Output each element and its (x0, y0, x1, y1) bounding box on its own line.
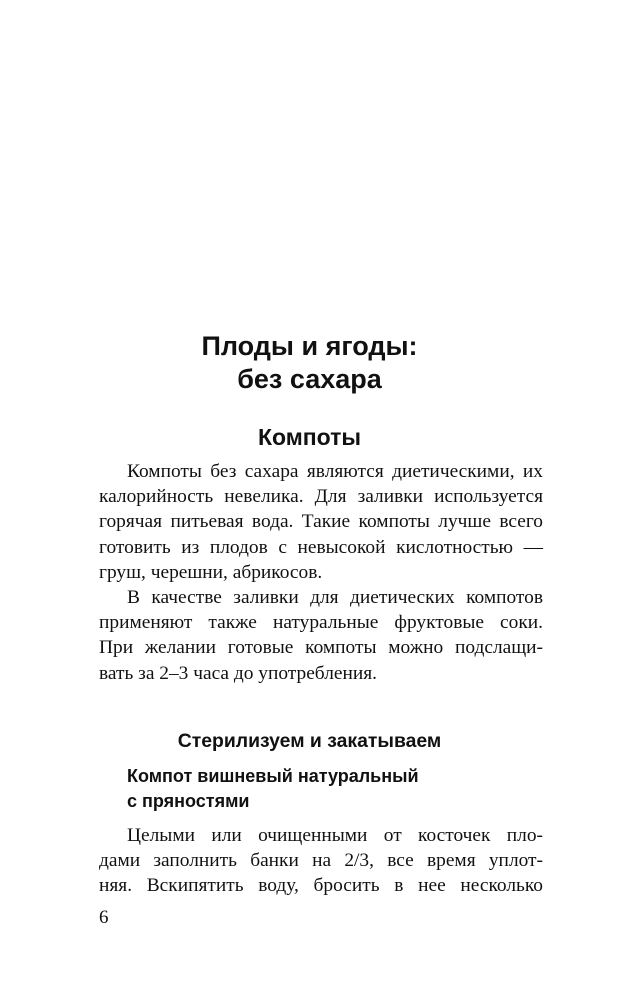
intro-paragraph-1 (99, 459, 543, 585)
paragraph-line: В качестве заливки для диетических компотов (127, 587, 543, 608)
paragraph-line: готовить из плодов с невысокой кислотностью — (99, 536, 543, 558)
paragraph-line: Компоты без сахара являются диетическими, их (127, 461, 543, 482)
chapter-title-line-1: Плоды и ягоды: (201, 331, 418, 361)
paragraph-line: горячая питьевая вода. Такие компоты лучше всего (99, 511, 543, 533)
paragraph-line: калорийность невелика. Для заливки используется (99, 486, 543, 508)
recipe-title-line-1: Компот вишневый натуральный (127, 766, 419, 786)
paragraph-line: При желании готовые компоты можно подслащи- (99, 637, 543, 659)
paragraph-line: няя. Вскипятить воду, бросить в нее несколько (99, 875, 543, 897)
recipe-title (127, 764, 547, 814)
paragraph-line: применяют также натуральные фруктовые соки. (99, 612, 543, 634)
subsection-title: Стерилизуем и закатываем (177, 730, 442, 752)
paragraph-line: вать за 2–3 часа до употребления. (99, 662, 377, 684)
chapter-title-line-2: без сахара (237, 364, 382, 394)
chapter-title (0, 330, 619, 396)
recipe-paragraph (99, 823, 543, 899)
paragraph-line: дами заполнить банки на 2/3, все время уплот- (99, 850, 543, 872)
intro-paragraph-2 (99, 585, 543, 686)
paragraph-line: Целыми или очищенными от косточек пло- (127, 825, 543, 846)
paragraph-line: груш, черешни, абрикосов. (99, 561, 323, 583)
page-number: 6 (99, 907, 109, 928)
recipe-title-line-2: с пряностями (127, 791, 250, 811)
section-title: Компоты (257, 424, 362, 450)
